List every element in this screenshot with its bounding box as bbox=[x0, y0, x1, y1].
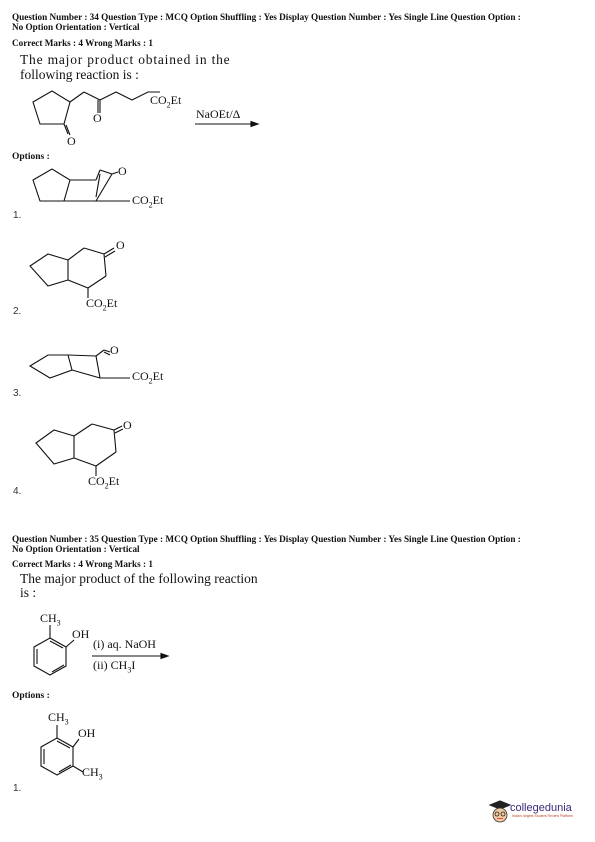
q35-header-line1: Question Number : 35 Question Type : MCQ Option Shuffling : Yes Display Question Number : Yes Single Line Question Option : bbox=[12, 534, 521, 544]
graduate-mascot-icon bbox=[486, 795, 586, 835]
q34-header-line2: No Option Orientation : Vertical bbox=[12, 22, 140, 32]
q34-option4-oxygen: O bbox=[123, 418, 132, 432]
q34-option3-ester-label: $CO_2Et$ bbox=[132, 369, 164, 386]
q35-option1-methyl2-label: $CH_3$ bbox=[82, 765, 103, 782]
q35-option1-number: 1. bbox=[13, 783, 22, 794]
q34-option4-number: 4. bbox=[13, 486, 22, 497]
q34-marks: Correct Marks : 4 Wrong Marks : 1 bbox=[12, 38, 153, 48]
q34-reactant-oxygen-ring: O bbox=[67, 134, 76, 148]
q34-option4-ester-label: $CO_2Et$ bbox=[88, 474, 120, 491]
q34-options-label: Options : bbox=[12, 152, 50, 162]
q35-stem-line1: The major product of the following reaction bbox=[20, 571, 258, 586]
q34-option3-oxygen: O bbox=[110, 343, 119, 357]
q35-header-line2: No Option Orientation : Vertical bbox=[12, 544, 140, 554]
q34-option3-number: 3. bbox=[13, 388, 22, 399]
q34-option1-oxygen: O bbox=[118, 164, 127, 178]
logo-tagline: India's largest Student Review Platform bbox=[512, 814, 573, 818]
q34-option2-oxygen: O bbox=[116, 238, 125, 252]
q34-stem-line1: The major product obtained in the bbox=[20, 52, 231, 67]
q34-option1-number: 1. bbox=[13, 210, 22, 221]
q34-reactant-oxygen-chain: O bbox=[93, 111, 102, 125]
q34-option1-ester-label: $CO_2Et$ bbox=[132, 193, 164, 210]
collegedunia-logo bbox=[486, 795, 586, 835]
q34-stem-line2: following reaction is : bbox=[20, 67, 139, 82]
q35-options-label: Options : bbox=[12, 691, 50, 701]
q34-reagent: NaOEt/Δ bbox=[196, 107, 241, 121]
q35-marks: Correct Marks : 4 Wrong Marks : 1 bbox=[12, 559, 153, 569]
logo-wordmark: collegedunia bbox=[510, 802, 572, 814]
q35-option1-methyl-label: $CH_3$ bbox=[48, 710, 69, 727]
q34-reactant-ester-label: $CO_2Et$ bbox=[150, 93, 182, 110]
q35-reagent-1: (i) aq. NaOH bbox=[93, 637, 156, 651]
q35-stem-line2: is : bbox=[20, 585, 37, 600]
q35-reactant-hydroxyl-label: OH bbox=[72, 627, 90, 641]
q34-option2-ester-label: $CO_2Et$ bbox=[86, 296, 118, 313]
q34-header-line1: Question Number : 34 Question Type : MCQ Option Shuffling : Yes Display Question Number : Yes Single Line Question Option : bbox=[12, 12, 521, 22]
q35-reactant-methyl-label: $CH_3$ bbox=[40, 611, 61, 628]
q35-option1-hydroxyl-label: OH bbox=[78, 726, 96, 740]
q34-option2-number: 2. bbox=[13, 306, 22, 317]
q35-reagent-2: (ii) $CH_3I$ bbox=[93, 658, 136, 675]
